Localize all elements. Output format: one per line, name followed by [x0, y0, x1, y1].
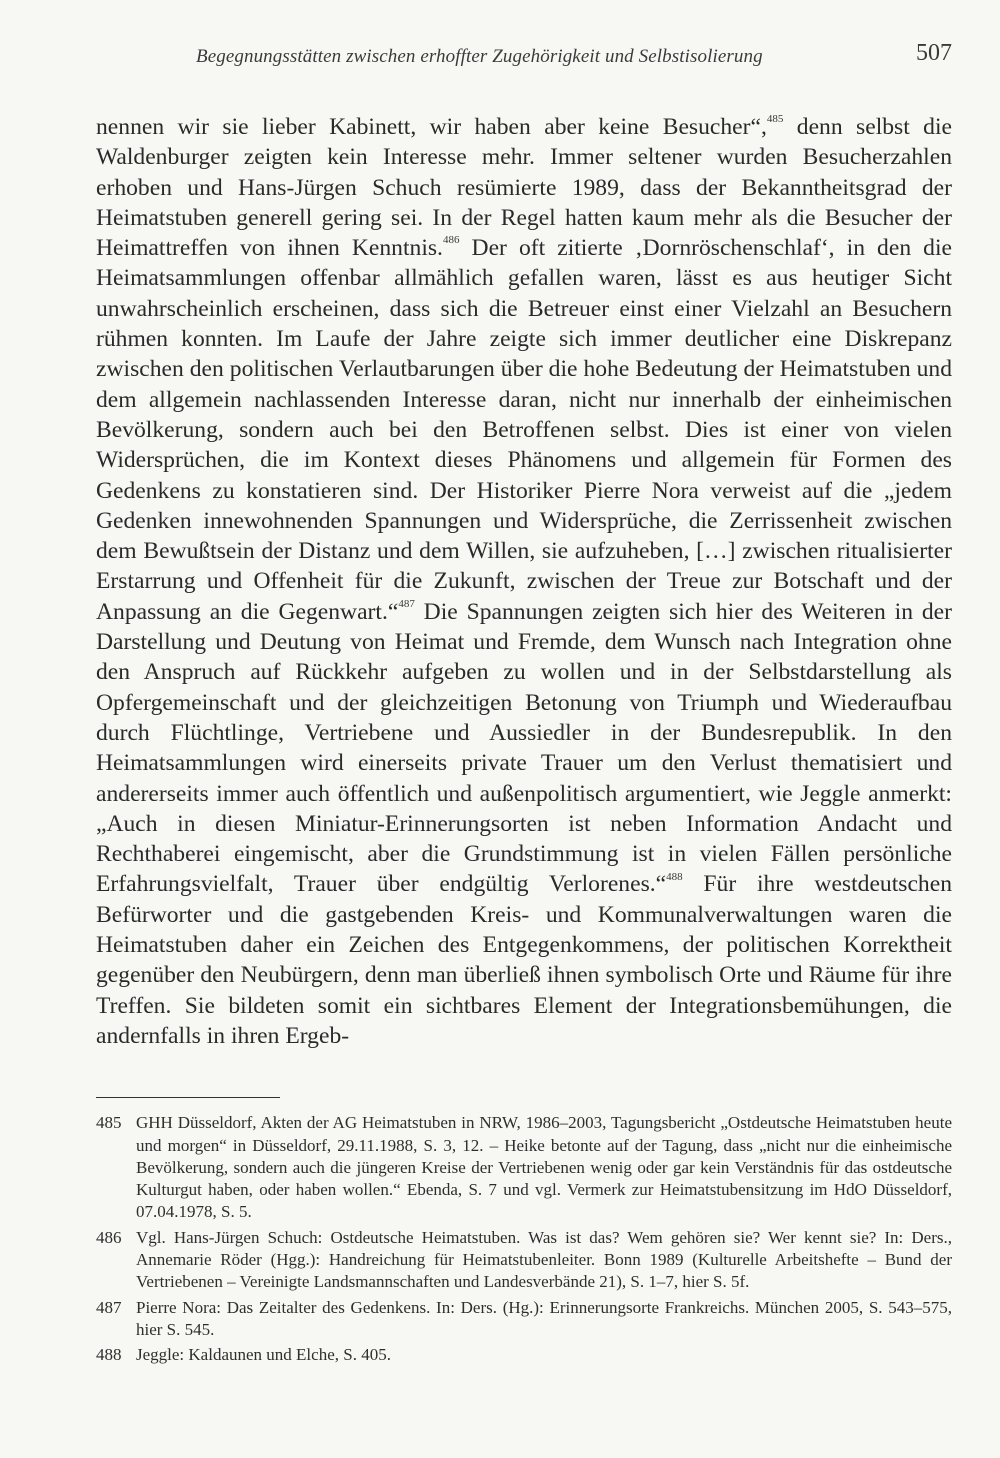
- book-page: [96, 38, 952, 1369]
- footnote-reference[interactable]: 485: [766, 113, 784, 126]
- footnote-text: Jeggle: Kaldaunen und Elche, S. 405.: [136, 1345, 391, 1365]
- footnote-separator: [96, 1097, 280, 1098]
- footnote-item: [96, 1297, 952, 1342]
- running-header: [96, 38, 952, 72]
- paragraph-text: denn selbst die Waldenburger zeigten kein Interesse mehr. Immer seltener wurden Besucherzahlen erhoben und Hans-Jürgen Schuch resümierte 1989, dass der Bekanntheitsgrad der Heimatstuben generell gering sei. In der Regel hatten kaum mehr als die Besucher der Heimattreffen von ihnen Kenntnis.: [96, 114, 953, 262]
- running-title: Begegnungsstätten zwischen erhoffter Zugehörigkeit und Selbstisolierung: [196, 46, 763, 67]
- footnote-number: 485: [96, 1113, 122, 1133]
- footnote-item: [96, 1344, 952, 1366]
- footnote-reference[interactable]: 487: [398, 597, 415, 610]
- footnote-number: 487: [96, 1297, 122, 1317]
- main-paragraph: [96, 112, 952, 1051]
- footnote-number: 486: [96, 1227, 122, 1247]
- paragraph-text: Die Spannungen zeigten sich hier des Weiteren in der Darstellung und Deutung von Heimat und Fremde, dem Wunsch nach Integration ohne den Anspruch auf Rückkehr aufgeben zu wollen und in der Selbstdarstellung als Opfergemeinschaft und der gleichzeitigen Betonung von Triumph und Wiederaufbau durch Flüchtlinge, Vertriebene und Aussiedler in der Bundesrepublik. In den Heimatsammlungen wird einerseits private Trauer um den Verlust thematisiert und andererseits immer auch öffentlich und außenpolitisch argumentiert, wie Jeggle anmerkt: „Auch in diesen Miniatur-Erinnerungsorten ist neben Information Andacht und Rechthaberei eingemischt, aber die Grundstimmung ist in vielen Fällen persönliche Erfahrungsvielfalt, Trauer über endgültig Verlorenes.“: [96, 598, 952, 898]
- footnote-reference[interactable]: 488: [666, 870, 683, 883]
- footnote-text: Vgl. Hans-Jürgen Schuch: Ostdeutsche Heimatstuben. Was ist das? Wem gehören sie? Wer kennt sie? In: Ders., Annemarie Röder (Hgg.): Handreichung für Heimatstubenleiter. Bonn 1989 (Kulturelle Arbeitshefte – Bund der Vertriebenen – Vereinigte Landsmannschaften und Landesverbände 21), S. 1–7, hier S. 5f.: [136, 1227, 952, 1292]
- footnote-text: GHH Düsseldorf, Akten der AG Heimatstuben in NRW, 1986–2003, Tagungsbericht „Ostdeutsche Heimatstuben heute und morgen“ in Düsseldorf, 29.11.1988, S. 3, 12. – Heike betonte auf der Tagung, dass „nicht nur die einheimische Bevölkerung, sondern auch die jüngeren Kreise der Vertriebenen wenig oder gar kein Verständnis für das ostdeutsche Kulturgut haben, oder haben wollen.“ Ebenda, S. 7 und vgl. Vermerk zur Heimatstubensitzung im HdO Düsseldorf, 07.04.1978, S. 5.: [136, 1113, 952, 1222]
- footnote-item: [96, 1227, 952, 1294]
- footnote-item: [96, 1112, 952, 1223]
- paragraph-text: Der oft zitierte ‚Dornröschenschlaf‘, in den die Heimatsammlungen offenbar allmählich gefallen waren, lässt es aus heutiger Sicht unwahrscheinlich erscheinen, dass sich die Betreuer einst einer Vielzahl an Besuchern rühmen konnten. Im Laufe der Jahre zeigte sich immer deutlicher eine Diskrepanz zwischen den politischen Verlautbarungen über die hohe Bedeutung der Heimatstuben und dem allgemein nachlassenden Interesse daran, nicht nur innerhalb der einheimischen Bevölkerung, sondern auch bei den Betroffenen selbst. Dies ist einer von vielen Widersprüchen, die im Kontext dieses Phänomens und allgemein für Formen des Gedenkens zu konstatieren sind. Der Historiker Pierre Nora verweist auf die „jedem Gedenken innewohnenden Spannungen und Widersprüche, die Zerrissenheit zwischen dem Bewußtsein der Distanz und dem Willen, sie aufzuheben, […] zwischen ritualisierter Erstarrung und Offenheit für die Zukunft, zwischen der Treue zur Botschaft und der Anpassung an die Gegenwart.“: [96, 235, 952, 625]
- footnote-text: Pierre Nora: Das Zeitalter des Gedenkens. In: Ders. (Hg.): Erinnerungsorte Frankreichs. München 2005, S. 543–575, hier S. 545.: [136, 1297, 952, 1339]
- paragraph-text: nennen wir sie lieber Kabinett, wir haben aber keine Besucher“,: [96, 114, 767, 140]
- paragraph-text: Für ihre westdeutschen Befürworter und die gastgebenden Kreis- und Kommunalverwaltungen waren die Heimatstuben daher ein Zeichen des Entgegenkommens, der politischen Korrektheit gegenüber den Neubürgern, denn man überließ ihnen symbolisch Orte und Räume für ihre Treffen. Sie bildeten somit ein sichtbares Element der Integrationsbemühungen, die andernfalls in ihren Ergeb-: [96, 871, 952, 1049]
- footnote-reference[interactable]: 486: [442, 234, 460, 247]
- footnotes-section: [96, 1112, 952, 1366]
- footnote-number: 488: [96, 1345, 122, 1365]
- page-number: 507: [916, 40, 952, 66]
